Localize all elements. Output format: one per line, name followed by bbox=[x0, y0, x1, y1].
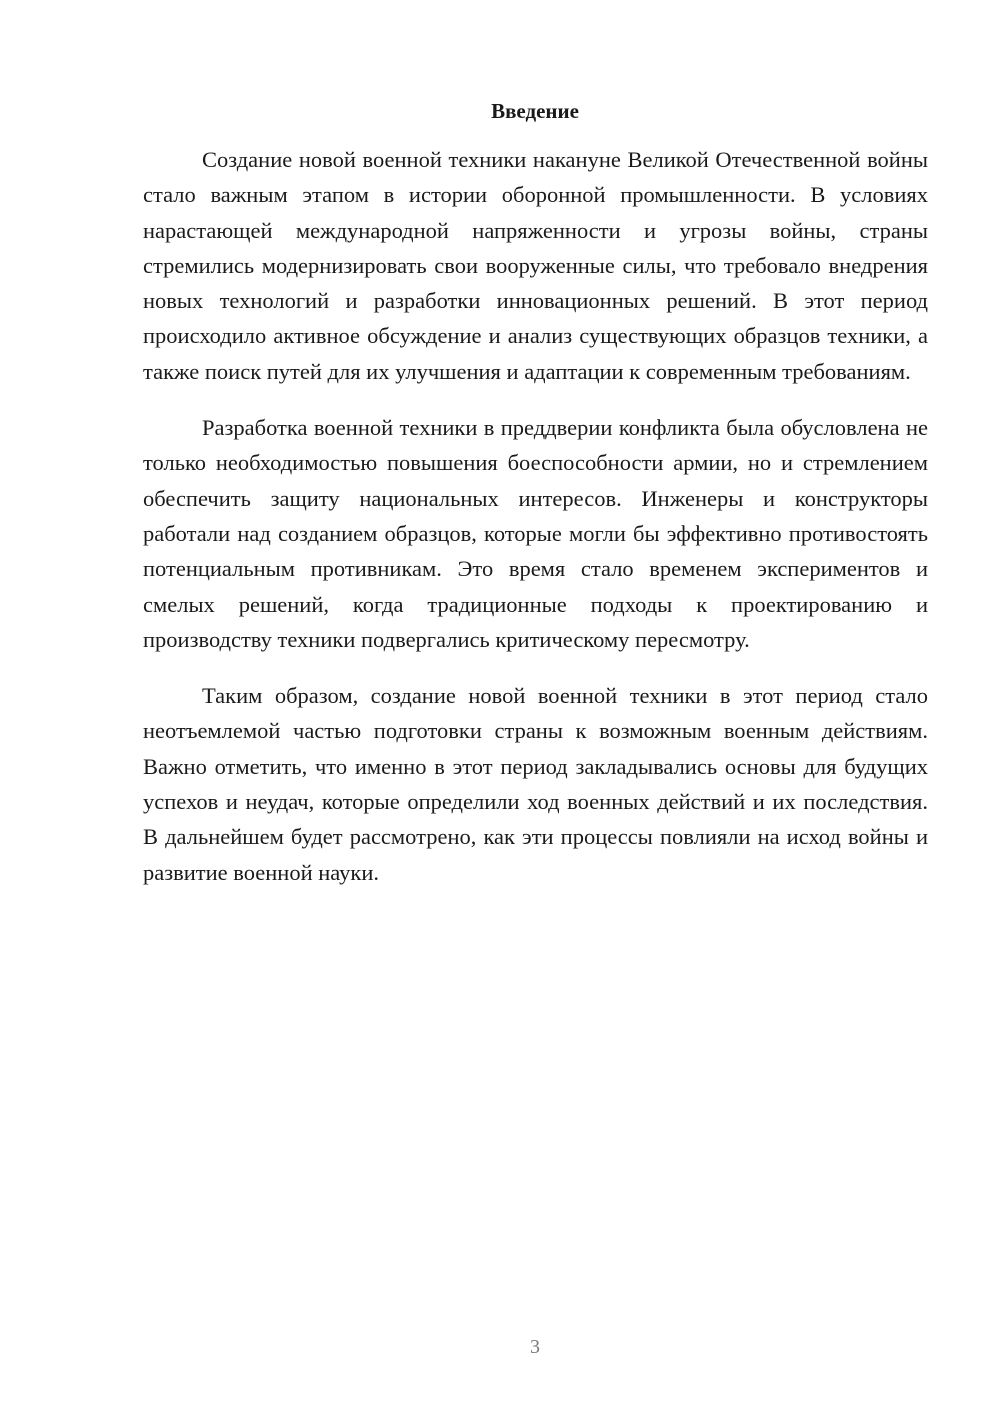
paragraph-2: Разработка военной техники в преддверии конфликта была обусловлена не только необходимостью повышения боеспособности армии, но и стремлением обеспечить защиту национальных интересов. Инженеры и конструкторы работали над созданием образцов, которые могли бы эффективно противостоять потенциальным противникам. Это время стало временем экспериментов и смелых решений, когда традиционные подходы к проектированию и производству техники подвергались критическому пересмотру. bbox=[143, 415, 928, 652]
paragraph-1: Создание новой военной техники накануне Великой Отечественной войны стало важным этапом в истории оборонной промышленности. В условиях нарастающей международной напряженности и угрозы войны, страны стремились модернизировать свои вооруженные силы, что требовало внедрения новых технологий и разработки инновационных решений. В этот период происходило активное обсуждение и анализ существующих образцов техники, а также поиск путей для их улучшения и адаптации к современным требованиям. bbox=[143, 147, 928, 384]
section-title: Введение bbox=[491, 99, 579, 123]
paragraph-3: Таким образом, создание новой военной техники в этот период стало неотъемлемой частью подготовки страны к возможным военным действиям. Важно отметить, что именно в этот период закладывались основы для будущих успехов и неудач, которые определили ход военных действий и их последствия. В дальнейшем будет рассмотрено, как эти процессы повлияли на исход войны и развитие военной науки. bbox=[143, 683, 928, 885]
body-text bbox=[143, 142, 928, 890]
page-number: 3 bbox=[530, 1336, 540, 1358]
